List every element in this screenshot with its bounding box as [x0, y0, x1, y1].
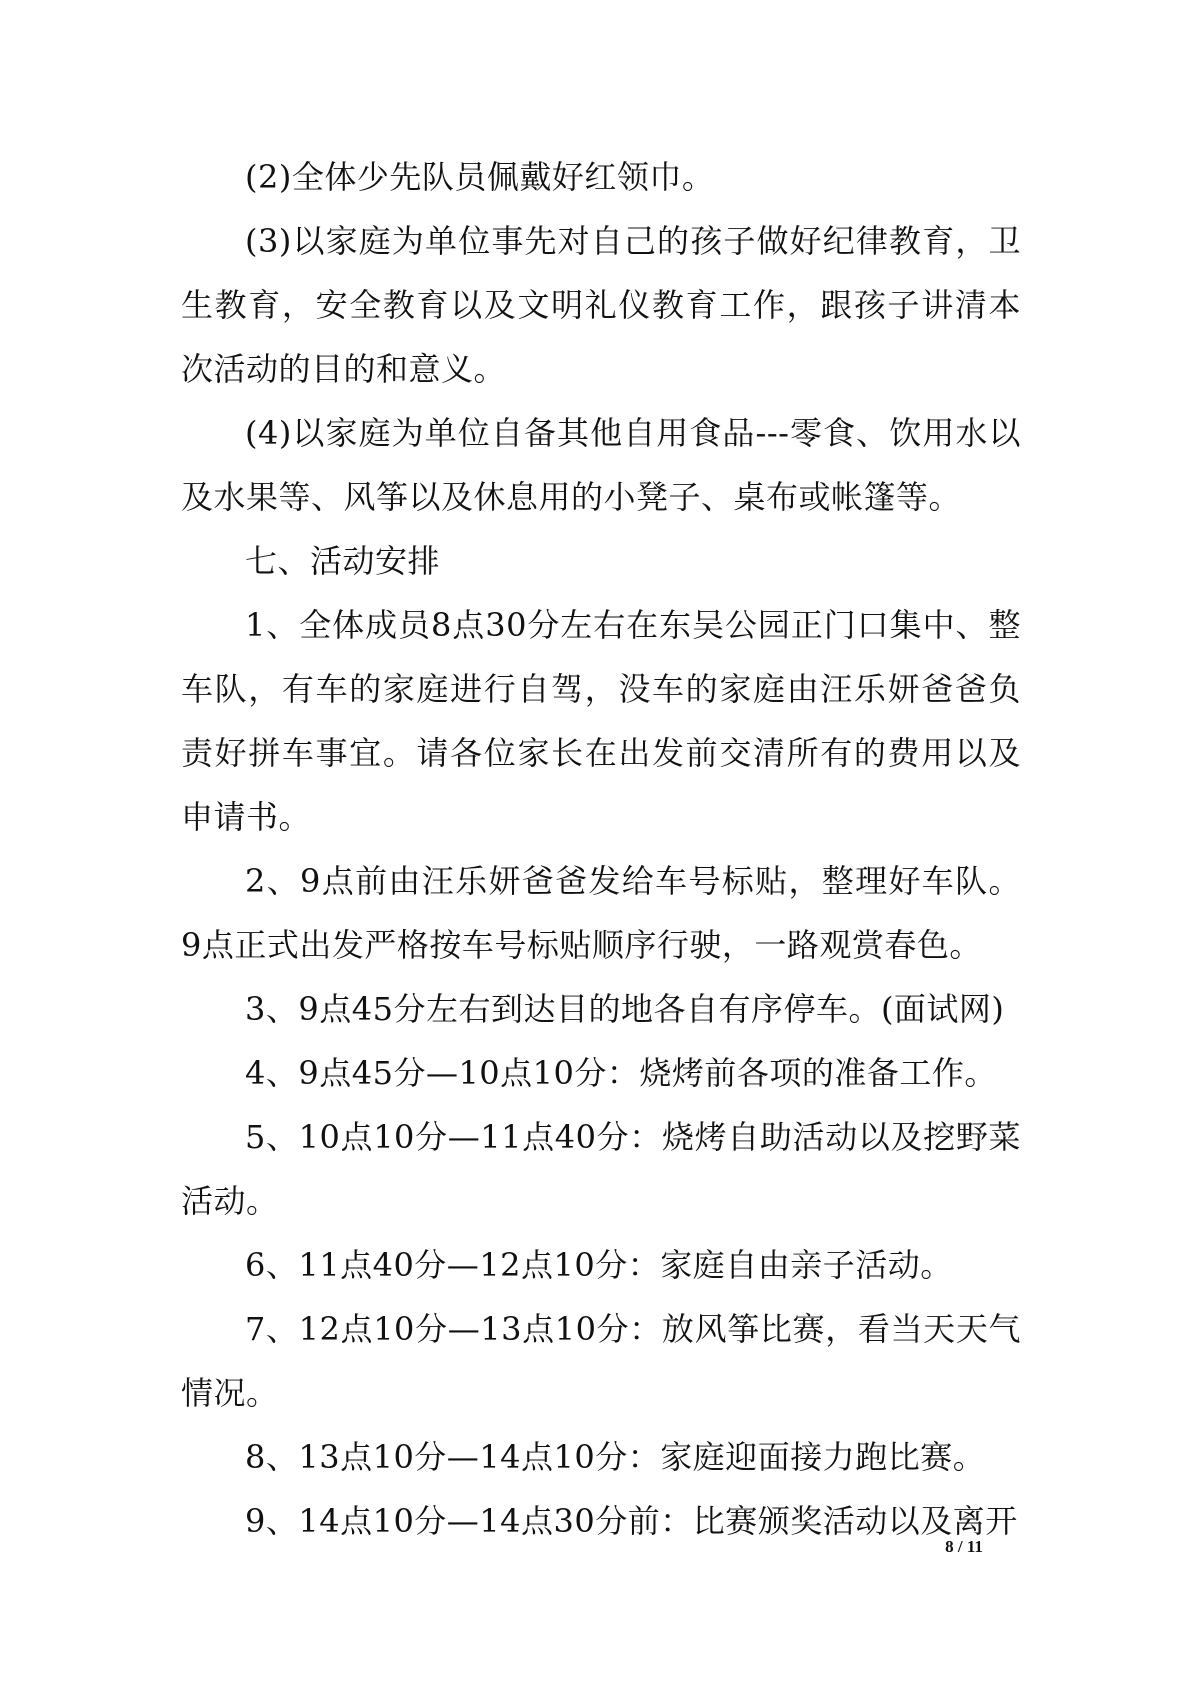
schedule-item-1: 1、全体成员8点30分左右在东吴公园正门口集中、整车队，有车的家庭进行自驾，没车的家庭由汪乐妍爸爸负责好拼车事宜。请各位家长在出发前交清所有的费用以及申请书。: [181, 606, 1021, 836]
section-heading-activity-schedule: 七、活动安排: [245, 542, 441, 580]
schedule-item-3: 3、9点45分左右到达目的地各自有序停车。(面试网): [245, 990, 1005, 1028]
schedule-item-9: 9、14点10分—14点30分前：比赛颁奖活动以及离开: [245, 1502, 1018, 1540]
paragraph-item-3: (3)以家庭为单位事先对自己的孩子做好纪律教育，卫生教育，安全教育以及文明礼仪教育工作，跟孩子讲清本次活动的目的和意义。: [181, 222, 1021, 388]
schedule-item-7: 7、12点10分—13点10分：放风筝比赛，看当天天气情况。: [181, 1310, 1021, 1412]
page-number: 8 / 11: [945, 1537, 983, 1556]
schedule-item-4: 4、9点45分—10点10分：烧烤前各项的准备工作。: [245, 1054, 997, 1092]
document-body: [181, 145, 1021, 1553]
schedule-item-2: 2、9点前由汪乐妍爸爸发给车号标贴，整理好车队。9点正式出发严格按车号标贴顺序行驶，一路观赏春色。: [181, 862, 1021, 964]
schedule-item-6: 6、11点40分—12点10分：家庭自由亲子活动。: [245, 1246, 953, 1284]
schedule-item-5: 5、10点10分—11点40分：烧烤自助活动以及挖野菜活动。: [181, 1118, 1021, 1220]
paragraph-item-2: (2)全体少先队员佩戴好红领巾。: [245, 158, 715, 196]
schedule-item-8: 8、13点10分—14点10分：家庭迎面接力跑比赛。: [245, 1438, 986, 1476]
paragraph-item-4: (4)以家庭为单位自备其他自用食品---零食、饮用水以及水果等、风筝以及休息用的小凳子、桌布或帐篷等。: [181, 414, 1021, 516]
